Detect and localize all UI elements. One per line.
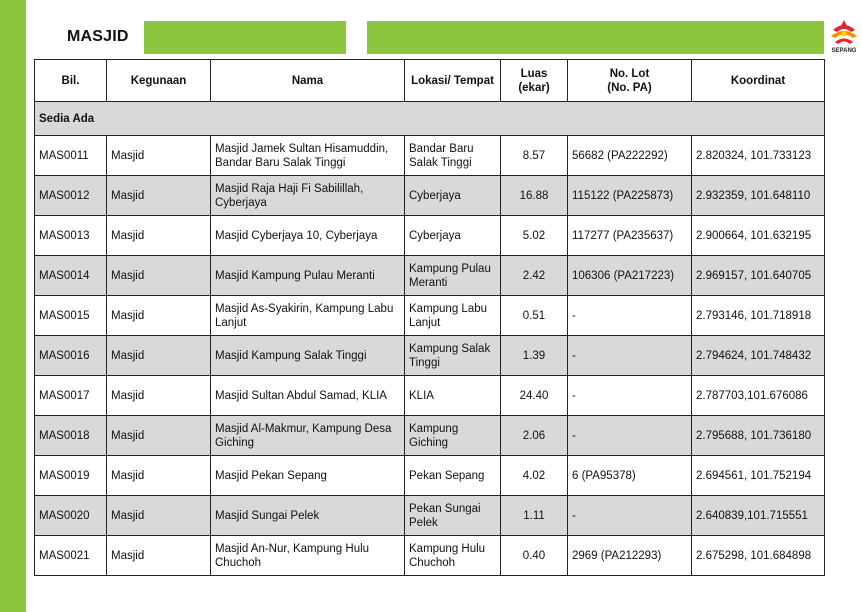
cell-koordinat: 2.900664, 101.632195: [692, 216, 825, 256]
cell-lokasi: Kampung Hulu Chuchoh: [405, 536, 501, 576]
table-row: [35, 536, 825, 576]
cell-kegunaan: Masjid: [107, 336, 211, 376]
cell-koordinat: 2.793146, 101.718918: [692, 296, 825, 336]
cell-nama: Masjid Kampung Salak Tinggi: [211, 336, 405, 376]
cell-nama: Masjid Sultan Abdul Samad, KLIA: [211, 376, 405, 416]
logo-text: SEPANG: [831, 48, 857, 54]
cell-bil: MAS0017: [35, 376, 107, 416]
cell-lot: -: [568, 376, 692, 416]
cell-lot: 56682 (PA222292): [568, 136, 692, 176]
cell-bil: MAS0013: [35, 216, 107, 256]
header-luas-line1: Luas: [520, 67, 548, 80]
sepang-emblem-icon: [827, 18, 861, 48]
cell-nama: Masjid Al-Makmur, Kampung Desa Giching: [211, 416, 405, 456]
cell-nama: Masjid Jamek Sultan Hisamuddin, Bandar Baru Salak Tinggi: [211, 136, 405, 176]
cell-lot: -: [568, 336, 692, 376]
cell-kegunaan: Masjid: [107, 256, 211, 296]
cell-luas: 5.02: [501, 216, 568, 256]
cell-nama: Masjid Raja Haji Fi Sabilillah, Cyberjaya: [211, 176, 405, 216]
table-row: [35, 416, 825, 456]
cell-lokasi: Bandar Baru Salak Tinggi: [405, 136, 501, 176]
header-koordinat: Koordinat: [692, 60, 825, 102]
cell-lot: 106306 (PA217223): [568, 256, 692, 296]
cell-nama: Masjid Sungai Pelek: [211, 496, 405, 536]
section-label: Sedia Ada: [35, 102, 825, 136]
table-row: [35, 496, 825, 536]
cell-bil: MAS0019: [35, 456, 107, 496]
cell-kegunaan: Masjid: [107, 216, 211, 256]
cell-bil: MAS0011: [35, 136, 107, 176]
cell-koordinat: 2.787703,101.676086: [692, 376, 825, 416]
cell-bil: MAS0018: [35, 416, 107, 456]
cell-lokasi: Kampung Pulau Meranti: [405, 256, 501, 296]
table-row: [35, 296, 825, 336]
cell-lokasi: Cyberjaya: [405, 216, 501, 256]
header-luas-line2: (ekar): [518, 81, 550, 94]
cell-kegunaan: Masjid: [107, 496, 211, 536]
table-row: [35, 336, 825, 376]
cell-koordinat: 2.969157, 101.640705: [692, 256, 825, 296]
section-row: [35, 102, 825, 136]
cell-luas: 4.02: [501, 456, 568, 496]
cell-koordinat: 2.820324, 101.733123: [692, 136, 825, 176]
cell-lot: -: [568, 296, 692, 336]
header-luas: [501, 60, 568, 102]
cell-lokasi: Kampung Salak Tinggi: [405, 336, 501, 376]
cell-luas: 2.42: [501, 256, 568, 296]
header-green-strip: [367, 21, 824, 54]
cell-lot: 2969 (PA212293): [568, 536, 692, 576]
cell-nama: Masjid Pekan Sepang: [211, 456, 405, 496]
cell-lot: 117277 (PA235637): [568, 216, 692, 256]
table-row: [35, 176, 825, 216]
header-lot-line1: No. Lot: [609, 67, 650, 80]
cell-koordinat: 2.932359, 101.648110: [692, 176, 825, 216]
table-row: [35, 216, 825, 256]
cell-luas: 24.40: [501, 376, 568, 416]
cell-kegunaan: Masjid: [107, 176, 211, 216]
left-accent-bar: [0, 0, 26, 612]
header-kegunaan: Kegunaan: [107, 60, 211, 102]
cell-lokasi: Pekan Sepang: [405, 456, 501, 496]
cell-koordinat: 2.694561, 101.752194: [692, 456, 825, 496]
cell-lot: 115122 (PA225873): [568, 176, 692, 216]
cell-luas: 1.11: [501, 496, 568, 536]
cell-lokasi: Kampung Giching: [405, 416, 501, 456]
table-row: [35, 376, 825, 416]
cell-bil: MAS0016: [35, 336, 107, 376]
table-row: [35, 456, 825, 496]
cell-nama: Masjid Kampung Pulau Meranti: [211, 256, 405, 296]
cell-lokasi: Cyberjaya: [405, 176, 501, 216]
cell-luas: 0.40: [501, 536, 568, 576]
cell-bil: MAS0020: [35, 496, 107, 536]
cell-koordinat: 2.640839,101.715551: [692, 496, 825, 536]
cell-bil: MAS0014: [35, 256, 107, 296]
cell-lokasi: Pekan Sungai Pelek: [405, 496, 501, 536]
cell-kegunaan: Masjid: [107, 536, 211, 576]
cell-kegunaan: Masjid: [107, 136, 211, 176]
cell-nama: Masjid As-Syakirin, Kampung Labu Lanjut: [211, 296, 405, 336]
cell-lot: 6 (PA95378): [568, 456, 692, 496]
cell-luas: 1.39: [501, 336, 568, 376]
header-lot: [568, 60, 692, 102]
cell-bil: MAS0012: [35, 176, 107, 216]
header-bil: Bil.: [35, 60, 107, 102]
cell-kegunaan: Masjid: [107, 416, 211, 456]
cell-lokasi: Kampung Labu Lanjut: [405, 296, 501, 336]
table-header-row: [35, 60, 825, 102]
cell-koordinat: 2.794624, 101.748432: [692, 336, 825, 376]
header-nama: Nama: [211, 60, 405, 102]
cell-lokasi: KLIA: [405, 376, 501, 416]
cell-kegunaan: Masjid: [107, 296, 211, 336]
cell-lot: -: [568, 416, 692, 456]
cell-luas: 0.51: [501, 296, 568, 336]
cell-luas: 2.06: [501, 416, 568, 456]
header-lokasi: Lokasi/ Tempat: [405, 60, 501, 102]
cell-nama: Masjid Cyberjaya 10, Cyberjaya: [211, 216, 405, 256]
cell-koordinat: 2.675298, 101.684898: [692, 536, 825, 576]
table-row: [35, 136, 825, 176]
cell-lot: -: [568, 496, 692, 536]
sepang-logo: [827, 18, 861, 58]
cell-kegunaan: Masjid: [107, 456, 211, 496]
cell-bil: MAS0021: [35, 536, 107, 576]
cell-kegunaan: Masjid: [107, 376, 211, 416]
table-row: [35, 256, 825, 296]
masjid-table: [34, 59, 825, 576]
title-banner: [56, 21, 346, 54]
cell-luas: 8.57: [501, 136, 568, 176]
cell-bil: MAS0015: [35, 296, 107, 336]
page-title: MASJID: [67, 28, 129, 45]
cell-koordinat: 2.795688, 101.736180: [692, 416, 825, 456]
cell-nama: Masjid An-Nur, Kampung Hulu Chuchoh: [211, 536, 405, 576]
header-lot-line2: (No. PA): [607, 81, 652, 94]
cell-luas: 16.88: [501, 176, 568, 216]
